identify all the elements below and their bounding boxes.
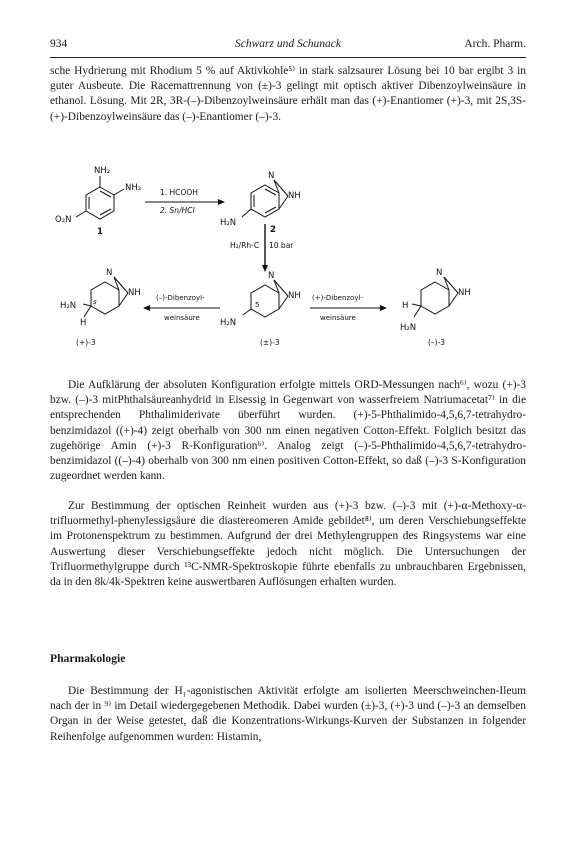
reaction-scheme bbox=[50, 162, 526, 362]
compound-2-h2n: H₂N bbox=[220, 218, 237, 228]
right-reagent-line-1: (+)-Dibenzoyl- bbox=[312, 294, 363, 302]
mid-compound-n: N bbox=[268, 271, 275, 281]
left-enantiomer-s: s bbox=[93, 298, 97, 306]
hydrogenation-reagent: H₂/Rh-C bbox=[230, 241, 260, 250]
journal-name: Arch. Pharm. bbox=[464, 38, 526, 50]
paragraph-2: Die Aufklärung der absoluten Konfiguration erfolgte mittels ORD-Messungen nach⁶⁾, wozu (+)-3 bzw. (–)-3 mitPhthalsäureanhydrid in Eisessig in Gegenwart von wasserfreiem Natriumacetat⁷⁾ in die entsprechenden Phthalimiderivate überführt wurden. (+)-5-Phthalimido-4,5,6,7-tetrahydro-benzimidazol ((+)-4) zeigt oberhalb von 300 nm einen negativen Cotton-Effekt. Folglich besitzt das zugehörige Amin (+)-3 R-Konfiguration⁶⁾. Analog zeigt (–)-5-Phthalimido-4,5,6,7-tetrahydro-benzimidazol ((–)-4) oberhalb von 300 nm einen positiven Cotton-Effekt, so daß (–)-3 S-Konfiguration zugeordnet werden kann. bbox=[50, 379, 526, 483]
left-reagent-line-2: weinsäure bbox=[164, 314, 200, 322]
header-rule bbox=[50, 57, 526, 58]
paragraph-4: Die Bestimmung der H₁-agonistischen Aktivität erfolgte am isolierten Meerschweinchen-Ileum nach der in ⁹⁾ im Detail wiedergegebenen Methodik. Dabei wurden (±)-3, (+)-3 und (–)-3 an demselben Organ in der Weise getestet, daß die Konzentrations-Wirkungs-Kurven der Substanzen in folgender Reihenfolge aufgenommen wurden: Histamin, bbox=[50, 685, 526, 743]
step-2-reagent: 2. Sn/HCl bbox=[160, 206, 195, 215]
right-enantiomer-structure bbox=[412, 277, 458, 317]
left-enantiomer-structure bbox=[83, 277, 128, 317]
left-enantiomer-h: H bbox=[80, 318, 87, 328]
page-number: 934 bbox=[50, 38, 68, 50]
left-enantiomer-nh: NH bbox=[128, 288, 141, 298]
section-heading-pharmakologie: Pharmakologie bbox=[50, 652, 126, 665]
left-enantiomer-n: N bbox=[106, 268, 113, 278]
compound-1-no2: O₂N bbox=[55, 215, 72, 225]
compound-1-label: 1 bbox=[97, 227, 103, 237]
running-authors: Schwarz und Schunack bbox=[234, 38, 342, 50]
right-reagent-line-2: weinsäure bbox=[320, 314, 356, 322]
mid-compound-label: (±)-3 bbox=[260, 338, 280, 347]
left-reagent-line-1: (–)-Dibenzoyl- bbox=[156, 294, 205, 302]
compound-1-nh2-top: NH₂ bbox=[94, 166, 111, 176]
right-enantiomer-label: (–)-3 bbox=[428, 338, 446, 347]
mid-compound-h2n: H₂N bbox=[220, 318, 237, 328]
compound-1-structure bbox=[76, 176, 124, 219]
right-enantiomer-h: H bbox=[402, 301, 409, 311]
mid-compound-nh: NH bbox=[288, 291, 301, 301]
mid-compound-structure bbox=[243, 280, 288, 317]
compound-2-label: 2 bbox=[270, 225, 276, 235]
left-enantiomer-h2n: H₂N bbox=[60, 301, 77, 311]
mid-compound-position-5: 5 bbox=[255, 301, 260, 309]
paragraph-3: Zur Bestimmung der optischen Reinheit wurden aus (+)-3 bzw. (–)-3 mit (+)-α-Methoxy-α-trifluormethyl-phenylessigsäure die diastereomeren Amide gebildet⁸⁾, um deren Verschiebungseffekte im Protonenspektrum zu bestimmen. Aufgrund der drei Methylengruppen des Ringsystems war eine Auswertung dieser Verschiebungseffekte jedoch nicht möglich. Die Untersuchungen der Trifluormethylgruppe durch ¹³C-NMR-Spektroskopie führte ebenfalls zu unbrauchbaren Ergebnissen, da in den 8k/4k-Spektren keine auswertbaren Auflösungen erhalten wurden. bbox=[50, 500, 526, 589]
hydrogenation-pressure: 10 bar bbox=[269, 241, 294, 250]
right-enantiomer-nh: NH bbox=[458, 288, 471, 298]
compound-2-structure bbox=[242, 180, 288, 217]
paragraph-1: sche Hydrierung mit Rhodium 5 % auf Aktivkohle⁵⁾ in stark salzsaurer Lösung bei 10 bar ergibt 3 in guter Ausbeute. Die Racemattrennung von (±)-3 gelingt mit optisch aktiver Dibenzoylweinsäure in ethanol. Lösung. Mit 2R, 3R-(–)-Dibenzoylweinsäure erhält man das (+)-Enantiomer (+)-3, mit 2S,3S-(+)-Dibenzoylweinsäure das (–)-Enantiomer (–)-3. bbox=[50, 65, 526, 123]
compound-2-nh: NH bbox=[288, 191, 301, 201]
compound-1-nh2-right: NH₂ bbox=[125, 183, 142, 193]
right-enantiomer-h2n: H₂N bbox=[400, 323, 417, 333]
right-enantiomer-n: N bbox=[436, 268, 443, 278]
compound-2-n: N bbox=[268, 171, 275, 181]
page-header bbox=[50, 38, 526, 54]
left-enantiomer-label: (+)-3 bbox=[76, 338, 96, 347]
step-1-reagent: 1. HCOOH bbox=[160, 188, 198, 197]
